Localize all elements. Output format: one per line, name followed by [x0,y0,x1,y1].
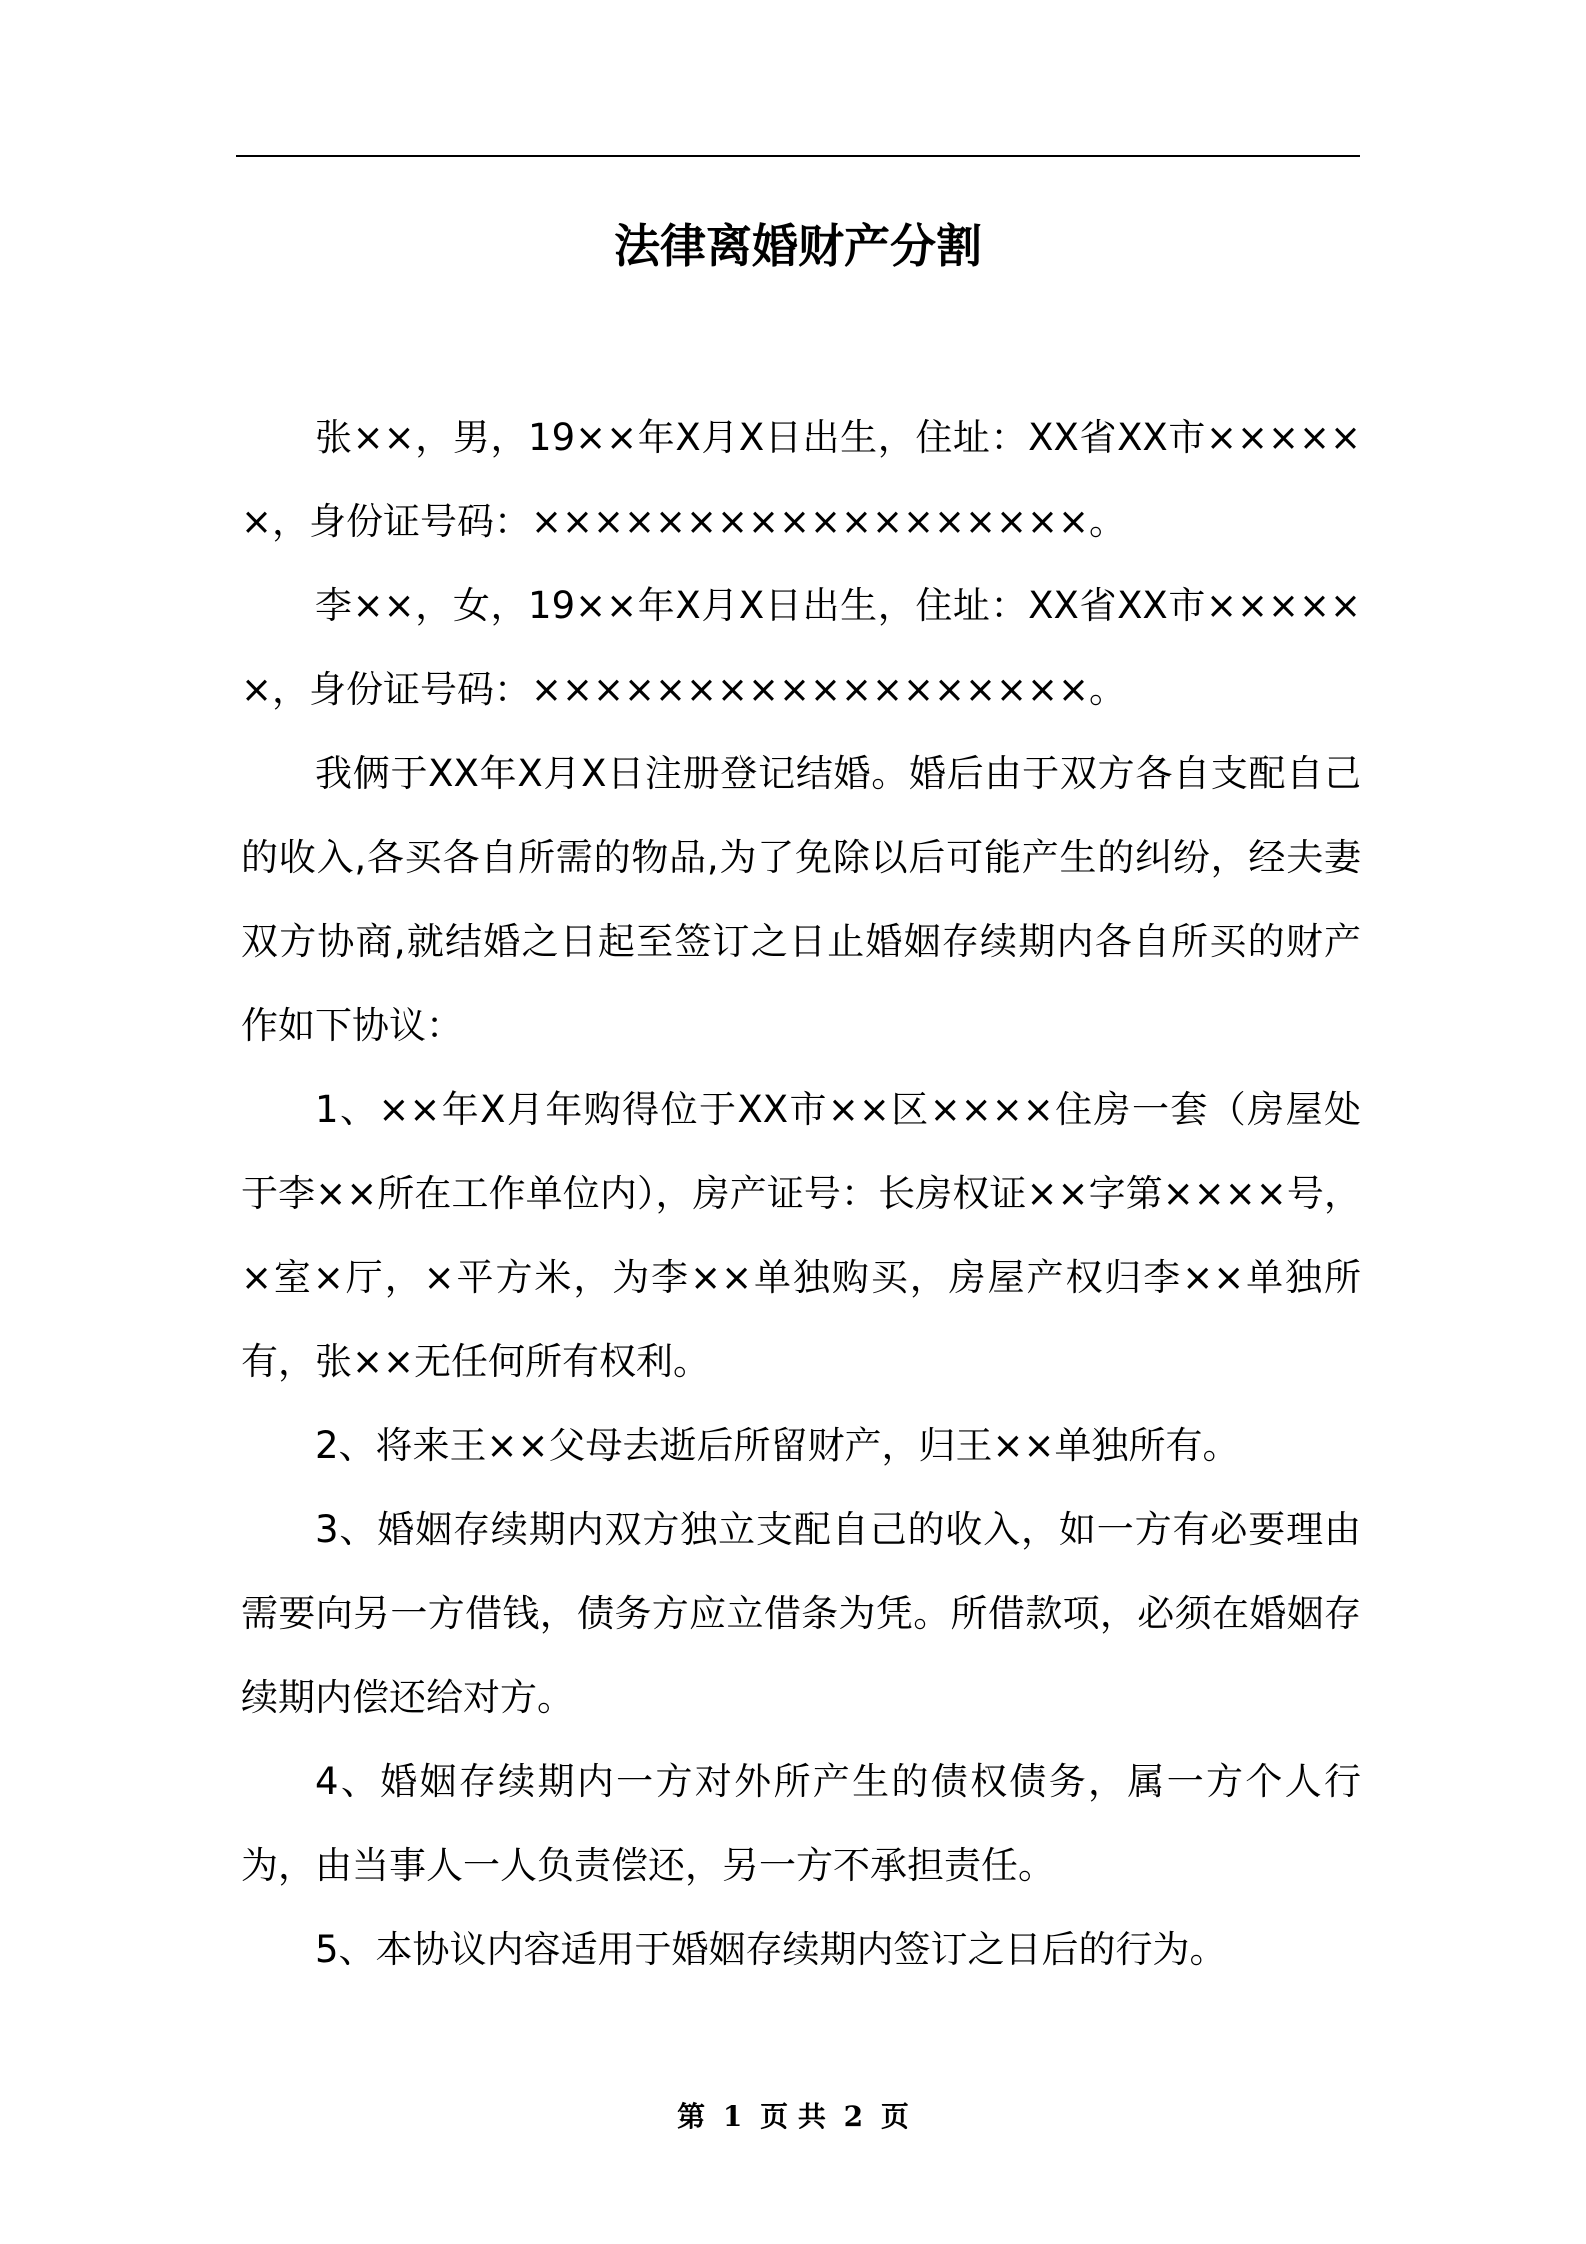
clause-2-paragraph: 2、将来王××父母去逝后所留财产，归王××单独所有。 [315,1424,1240,1467]
party-a-paragraph: 张××，男，19××年X月X日出生，住址：XX省XX市××××××，身份证号码：××××××××××××××××××。 [241,416,1361,543]
current-page-number: 1 [722,2100,743,2133]
header-rule [236,155,1360,157]
clause-5-paragraph: 5、本协议内容适用于婚姻存续期内签订之日后的行为。 [315,1928,1227,1971]
page-middle: 页 共 [760,2100,826,2133]
clause-1-paragraph: 1、××年X月年购得位于XX市××区××××住房一套（房屋处于李××所在工作单位内），房产证号：长房权证××字第××××号，×室×厅，×平方米，为李××单独购买，房屋产权归李××单独所有，张××无任何所有权利。 [241,1088,1361,1383]
document-body [241,396,1361,1992]
total-pages-number: 2 [843,2100,864,2133]
page-prefix: 第 [677,2100,706,2133]
page-number-footer [0,2097,1586,2137]
page-suffix: 页 [880,2100,909,2133]
clause-3-paragraph: 3、婚姻存续期内双方独立支配自己的收入，如一方有必要理由需要向另一方借钱，债务方应立借条为凭。所借款项，必须在婚姻存续期内偿还给对方。 [241,1508,1361,1719]
party-b-paragraph: 李××，女，19××年X月X日出生，住址：XX省XX市××××××，身份证号码：××××××××××××××××××。 [241,584,1361,711]
document-title: 法律离婚财产分割 [614,219,982,273]
clause-4-paragraph: 4、婚姻存续期内一方对外所产生的债权债务，属一方个人行为，由当事人一人负责偿还，另一方不承担责任。 [241,1760,1361,1887]
preamble-paragraph: 我俩于XX年X月X日注册登记结婚。婚后由于双方各自支配自己的收入,各买各自所需的物品,为了免除以后可能产生的纠纷，经夫妻双方协商,就结婚之日起至签订之日止婚姻存续期内各自所买的财产作如下协议： [241,752,1361,1047]
